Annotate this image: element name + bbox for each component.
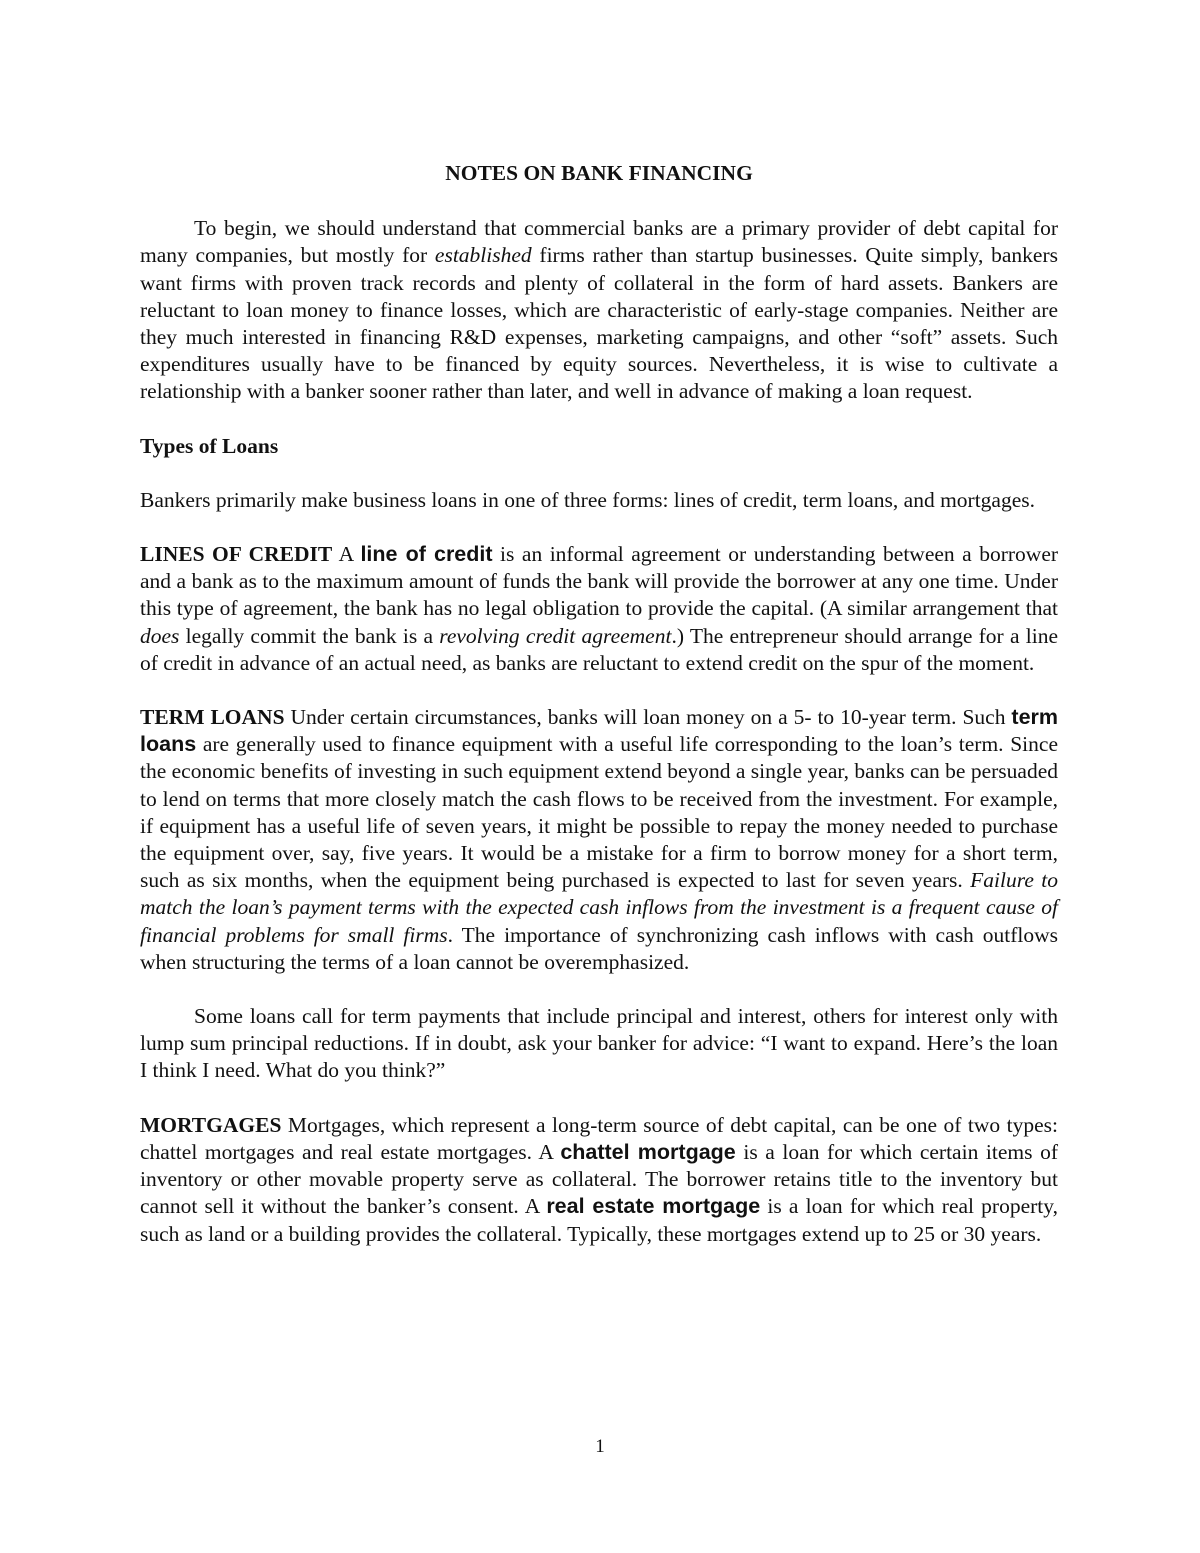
- term-loans-term: term loans: [140, 705, 1059, 757]
- loc-emphasis-revolving: revolving credit agreement: [439, 623, 672, 648]
- term-loans-label: TERM LOANS: [140, 705, 285, 730]
- tl-emphasis: Failure to match the loan’s payment terms with the expected cash inflows from the investment is a frequent cause of financial problems for small firms: [140, 868, 1058, 947]
- mortgages-paragraph: [140, 1112, 1058, 1248]
- intro-text-b: firms rather than startup businesses. Quite simply, bankers want firms with proven track records and plenty of collateral in the form of hard assets. Bankers are reluctant to loan money to finance losses, which are characteristic of early-stage companies. Neither are they much interested in financing R&D expenses, marketing campaigns, and other “soft” assets. Such expenditures usually have to be financed by equity sources. Nevertheless, it is wise to cultivate a relationship with a banker sooner rather than later, and well in advance of making a loan request.: [140, 243, 1059, 404]
- term-payments-paragraph: Some loans call for term payments that include principal and interest, others for interest only with lump sum principal reductions. If in doubt, ask your banker for advice: “I want to expand. Here’s the loan I think I need. What do you think?”: [140, 1004, 1058, 1083]
- mortgages-label: MORTGAGES: [140, 1112, 282, 1137]
- line-of-credit-term: line of credit: [360, 542, 493, 567]
- loc-text-d: .) The entrepreneur should arrange for a line of credit in advance of an actual need, as banks are reluctant to extend credit on the spur of the moment.: [140, 623, 1058, 675]
- loc-text-a: A: [332, 542, 361, 567]
- loc-emphasis-does: does: [140, 623, 180, 648]
- loc-text-b: is an informal agreement or understanding between a borrower and a bank as to the maximum amount of funds the bank will provide the borrower at any one time. Under this type of agreement, the bank has no legal obligation to provide the capital. (A similar arrangement that: [140, 542, 1059, 621]
- tl-text-a: Under certain circumstances, banks will loan money on a 5- to 10-year term. Such: [284, 705, 1012, 730]
- loc-text-c: legally commit the bank is a: [179, 623, 440, 648]
- lines-of-credit-paragraph: [140, 541, 1058, 677]
- document-title: NOTES ON BANK FINANCING: [445, 161, 753, 185]
- mtg-text-a: Mortgages, which represent a long-term source of debt capital, can be one of two types: chattel mortgages and real estate mortgages. A: [140, 1112, 1058, 1164]
- intro-text-a: To begin, we should understand that commercial banks are a primary provider of debt capital for many companies, but mostly for: [140, 216, 1058, 268]
- document-body: [140, 160, 1058, 1275]
- page-number: 1: [595, 1436, 605, 1457]
- term-loans-paragraph: [140, 704, 1058, 976]
- lines-of-credit-label: LINES OF CREDIT: [140, 542, 333, 567]
- mtg-text-c: is a loan for which real property, such as land or a building provides the collateral. Typically, these mortgages extend up to 25 or 30 years.: [140, 1194, 1059, 1246]
- types-of-loans-heading: Types of Loans: [140, 433, 279, 458]
- intro-paragraph: [140, 215, 1058, 405]
- types-intro-paragraph: Bankers primarily make business loans in one of three forms: lines of credit, term loans, and mortgages.: [140, 487, 1036, 512]
- chattel-mortgage-term: chattel mortgage: [560, 1139, 736, 1164]
- mtg-text-b: is a loan for which certain items of inventory or other movable property serve as collateral. The borrower retains title to the inventory but cannot sell it without the banker’s consent. A: [140, 1139, 1058, 1219]
- real-estate-mortgage-term: real estate mortgage: [546, 1194, 761, 1219]
- tl-text-b: are generally used to finance equipment with a useful life corresponding to the loan’s term. Since the economic benefits of investing in such equipment extend beyond a single year, banks can be persuaded to lend on terms that more closely match the cash flows to be received from the investment. For example, if equipment has a useful life of seven years, it might be possible to repay the money needed to purchase the equipment over, say, five years. It would be a mistake for a firm to borrow money for a short term, such as six months, when the equipment being purchased is expected to last for seven years.: [140, 732, 1058, 893]
- intro-emphasis: established: [434, 243, 532, 268]
- tl-text-c: . The importance of synchronizing cash inflows with cash outflows when structuring the terms of a loan cannot be overemphasized.: [140, 922, 1058, 974]
